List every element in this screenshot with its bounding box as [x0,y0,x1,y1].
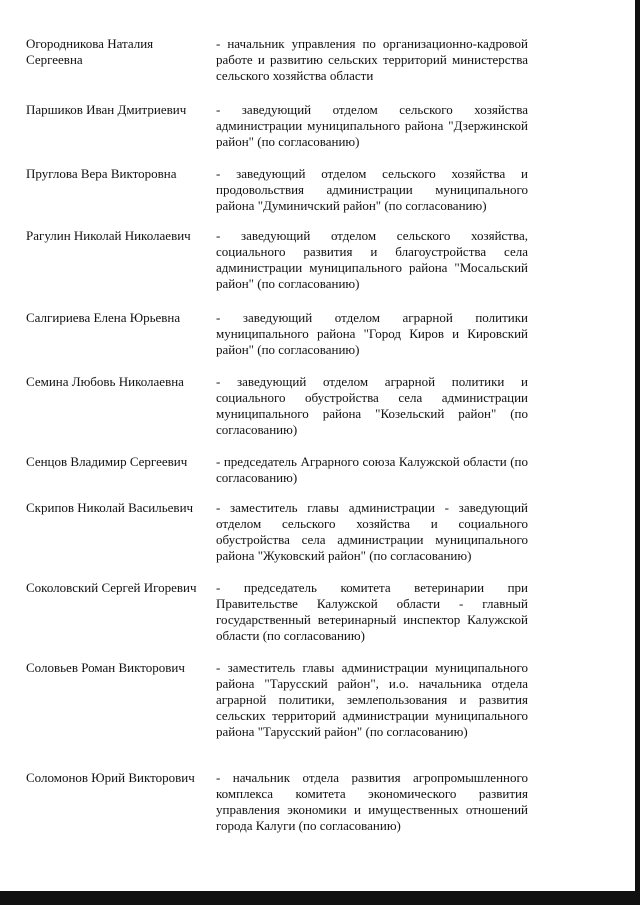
person-name: Сенцов Владимир Сергеевич [26,454,188,469]
person-name: Семина Любовь Николаевна [26,374,184,389]
person-position: - председатель Аграрного союза Калужской области (по согласованию) [216,454,528,485]
person-position: - председатель комитета ветеринарии при Правительстве Калужской области - главный государственный ветеринарный инспектор Калужской области (по согласованию) [216,580,528,643]
person-position: - заведующий отделом сельского хозяйства и продовольствия администрации муниципального района "Думиничский район" (по согласованию) [216,166,528,213]
scan-edge-right [635,0,640,905]
person-position: - начальник отдела развития агропромышленного комплекса комитета экономического развития управления экономики и имущественных отношений города Калуги (по согласованию) [216,770,528,833]
person-position: - заведующий отделом аграрной политики и социального обустройства села администрации муниципального района "Козельский район" (по согласованию) [216,374,528,437]
person-position: - начальник управления по организационно-кадровой работе и развитию сельских территорий министерства сельского хозяйства области [216,36,528,83]
person-position: - заместитель главы администрации муниципального района "Тарусский район", и.о. начальника отдела аграрной политики, землепользования и развития сельских территорий администрации муниципального района "Тарусский район" (по согласованию) [216,660,528,739]
person-name: Салгириева Елена Юрьевна [26,310,181,325]
person-name: Соловьев Роман Викторович [26,660,185,675]
person-position: - заместитель главы администрации - заведующий отделом сельского хозяйства и социального обустройства села администрации муниципального района "Жуковский район" (по согласованию) [216,500,528,563]
person-position: - заведующий отделом сельского хозяйства администрации муниципального района "Дзержинской район" (по согласованию) [216,102,528,149]
person-position: - заведующий отделом аграрной политики муниципального района "Город Киров и Кировский район" (по согласованию) [216,310,528,357]
person-name: Скрипов Николай Васильевич [26,500,194,515]
person-name: Соколовский Сергей Игоревич [26,580,197,595]
person-name: Соломонов Юрий Викторович [26,770,195,785]
person-name: Огородникова Наталия Сергеевна [26,36,154,67]
person-name: Паршиков Иван Дмитриевич [26,102,187,117]
person-name: Рагулин Николай Николаевич [26,228,191,243]
scan-edge-bottom [0,891,640,905]
person-name: Пруглова Вера Викторовна [26,166,177,181]
person-position: - заведующий отделом сельского хозяйства, социального развития и благоустройства села администрации муниципального района "Мосальский район" (по согласованию) [216,228,528,291]
